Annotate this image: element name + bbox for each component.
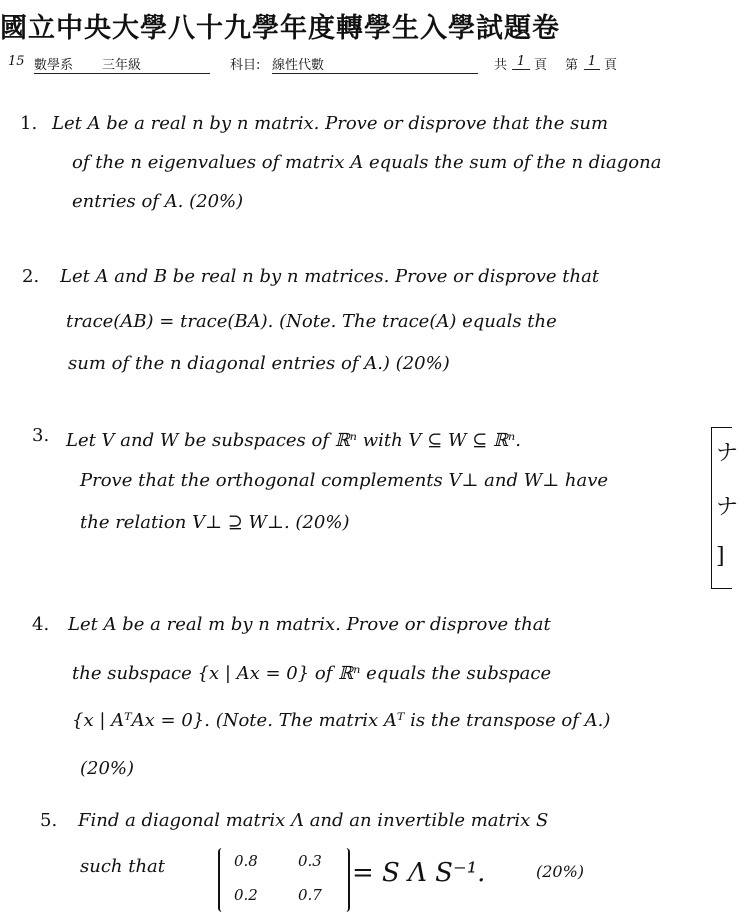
- question-text-line: sum of the n diagonal entries of A.) (20%): [68, 353, 450, 374]
- page-number: 1: [584, 54, 600, 70]
- exam-title: 國立中央大學八十九學年度轉學生入學試題卷: [0, 13, 560, 44]
- question-points: (20%): [536, 862, 585, 881]
- question-points: (20%): [80, 758, 135, 779]
- matrix-bracket: [218, 848, 350, 912]
- page-unit: 頁: [534, 58, 548, 73]
- question-text-line: of the n eigenvalues of matrix A equals the sum of the n diagona: [72, 152, 662, 173]
- matrix-equation-rhs: = S Λ S⁻¹.: [352, 858, 486, 888]
- question-number: 3.: [32, 425, 50, 446]
- question-text-line: {x | AᵀAx = 0}. (Note. The matrix Aᵀ is the transpose of A.): [72, 710, 611, 731]
- department: 數學系: [34, 54, 102, 74]
- matrix-cell: 0.3: [298, 852, 322, 870]
- page-unit-2: 頁: [604, 58, 618, 73]
- question-text-line: the relation V⊥ ⊇ W⊥. (20%): [80, 512, 350, 533]
- margin-mark: ]: [716, 544, 725, 569]
- matrix-cell: 0.7: [298, 886, 322, 904]
- total-label: 共: [494, 58, 508, 73]
- question-text-line: Find a diagonal matrix Λ and an invertible matrix S: [78, 810, 549, 831]
- question-number: 4.: [32, 614, 50, 635]
- margin-bracket: [711, 427, 738, 589]
- question-text-line: such that: [80, 856, 166, 877]
- question-number: 2.: [22, 266, 40, 287]
- question-number: 1.: [20, 113, 38, 134]
- question-text-line: Let A and B be real n by n matrices. Prove or disprove that: [60, 266, 600, 287]
- margin-mark: ナ: [716, 495, 738, 520]
- matrix-cell: 0.8: [234, 852, 258, 870]
- subject: 線性代數: [272, 54, 478, 74]
- question-text-line: trace(AB) = trace(BA). (Note. The trace(A) equals the: [66, 311, 557, 332]
- margin-mark: ナ: [716, 441, 738, 466]
- question-text-line: Prove that the orthogonal complements V⊥ and W⊥ have: [80, 470, 609, 491]
- subject-label: 科目:: [230, 58, 261, 73]
- question-text-line: entries of A. (20%): [72, 191, 244, 212]
- question-text-line: Let A be a real m by n matrix. Prove or disprove that: [68, 614, 551, 635]
- question-text-line: Let A be a real n by n matrix. Prove or disprove that the sum: [52, 113, 609, 134]
- total-pages: 1: [512, 54, 530, 70]
- handwritten-mark: 15: [8, 54, 25, 69]
- question-text-line: Let V and W be subspaces of ℝⁿ with V ⊆ W ⊆ ℝⁿ.: [66, 430, 521, 451]
- question-number: 5.: [40, 810, 58, 831]
- question-text-line: the subspace {x | Ax = 0} of ℝⁿ equals the subspace: [72, 663, 552, 684]
- header-meta: [0, 52, 729, 74]
- matrix-cell: 0.2: [234, 886, 258, 904]
- grade: 三年級: [102, 54, 210, 74]
- page-label: 第: [565, 58, 579, 73]
